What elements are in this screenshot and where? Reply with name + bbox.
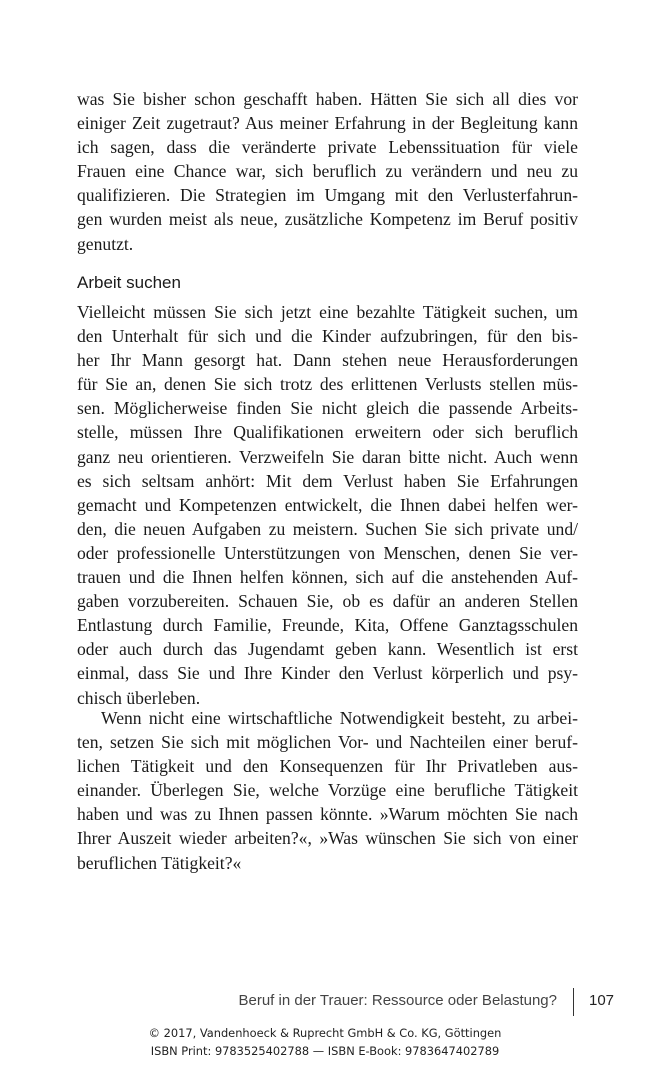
text-line: es sich seltsam anhört: Mit dem Verlust haben Sie Erfahrungen [77, 470, 578, 491]
text-line: lichen Tätigkeit und den Konsequenzen für Ihr Privatleben aus- [77, 756, 578, 777]
running-title: Beruf in der Trauer: Ressource oder Belastung? [238, 992, 557, 1009]
text-line: was Sie bisher schon geschafft haben. Hätten Sie sich all dies vor [77, 89, 578, 109]
text-line: gen wurden meist als neue, zusätzliche Kompetenz im Beruf positiv [77, 209, 578, 230]
section-heading: Arbeit suchen [77, 273, 181, 292]
page-number: 107 [589, 992, 615, 1009]
text-line: Wenn nicht eine wirtschaftliche Notwendigkeit besteht, zu arbei- [101, 708, 578, 728]
text-line: chisch überleben. [77, 687, 201, 708]
text-line: stelle, müssen Ihre Qualifikationen erweitern oder sich beruflich [77, 422, 578, 443]
copyright-notice [0, 1024, 650, 1060]
paragraph-3 [77, 706, 578, 875]
text-line: den, die neuen Aufgaben zu meistern. Suchen Sie sich private und/ [77, 518, 578, 539]
text-line: einander. Überlegen Sie, welche Vorzüge eine berufliche Tätigkeit [77, 780, 578, 801]
text-line: Entlastung durch Familie, Freunde, Kita, Offene Ganztagsschulen [77, 615, 578, 636]
text-line: Vielleicht müssen Sie sich jetzt eine bezahlte Tätigkeit suchen, um [77, 302, 578, 322]
text-line: genutzt. [77, 233, 134, 254]
isbn-line: ISBN Print: 9783525402788 — ISBN E-Book: 9783647402789 [150, 1044, 500, 1058]
text-line: beruflichen Tätigkeit?« [77, 852, 242, 873]
text-line: sen. Möglicherweise finden Sie nicht gleich die passende Arbeits- [77, 398, 578, 419]
text-line: für Sie an, denen Sie sich trotz des erlittenen Verlusts stellen müs- [77, 374, 578, 395]
running-footer [0, 992, 650, 1014]
text-line: ganz neu orientieren. Verzweifeln Sie daran bitte nicht. Auch wenn [77, 446, 578, 467]
text-line: oder auch durch das Jugendamt geben kann. Wesentlich ist erst [77, 639, 578, 660]
text-line: den Unterhalt für sich und die Kinder aufzubringen, für den bis- [77, 326, 578, 347]
text-line: Ihrer Auszeit wieder arbeiten?«, »Was wünschen Sie sich von einer [77, 828, 578, 849]
paragraph-2 [77, 300, 578, 710]
footer-divider [573, 988, 574, 1016]
text-line: haben und was zu Ihnen passen könnte. »Warum möchten Sie nach [77, 804, 578, 825]
text-line: einmal, dass Sie und Ihre Kinder den Verlust körperlich und psy- [77, 663, 578, 684]
text-line: gemacht und Kompetenzen entwickelt, die Ihnen dabei helfen wer- [77, 494, 578, 515]
text-line: Frauen eine Chance war, sich beruflich zu verändern und neu zu [77, 161, 578, 182]
text-line: her Ihr Mann gesorgt hat. Dann stehen neue Herausforderungen [77, 350, 578, 371]
text-line: qualifizieren. Die Strategien im Umgang mit den Verlusterfahrun- [77, 185, 578, 206]
text-line: gaben vorzubereiten. Schauen Sie, ob es dafür an anderen Stellen [77, 591, 578, 612]
copyright-line: © 2017, Vandenhoeck & Ruprecht GmbH & Co. KG, Göttingen [148, 1026, 502, 1040]
text-line: trauen und die Ihnen helfen können, sich auf die anstehenden Auf- [77, 567, 578, 588]
text-line: oder professionelle Unterstützungen von Menschen, denen Sie ver- [77, 542, 578, 563]
text-line: einiger Zeit zugetraut? Aus meiner Erfahrung in der Begleitung kann [77, 113, 578, 134]
paragraph-1 [77, 87, 578, 256]
text-line: ich sagen, dass die veränderte private Lebenssituation für viele [77, 137, 578, 158]
text-line: ten, setzen Sie sich mit möglichen Vor- und Nachteilen einer beruf- [77, 732, 578, 753]
